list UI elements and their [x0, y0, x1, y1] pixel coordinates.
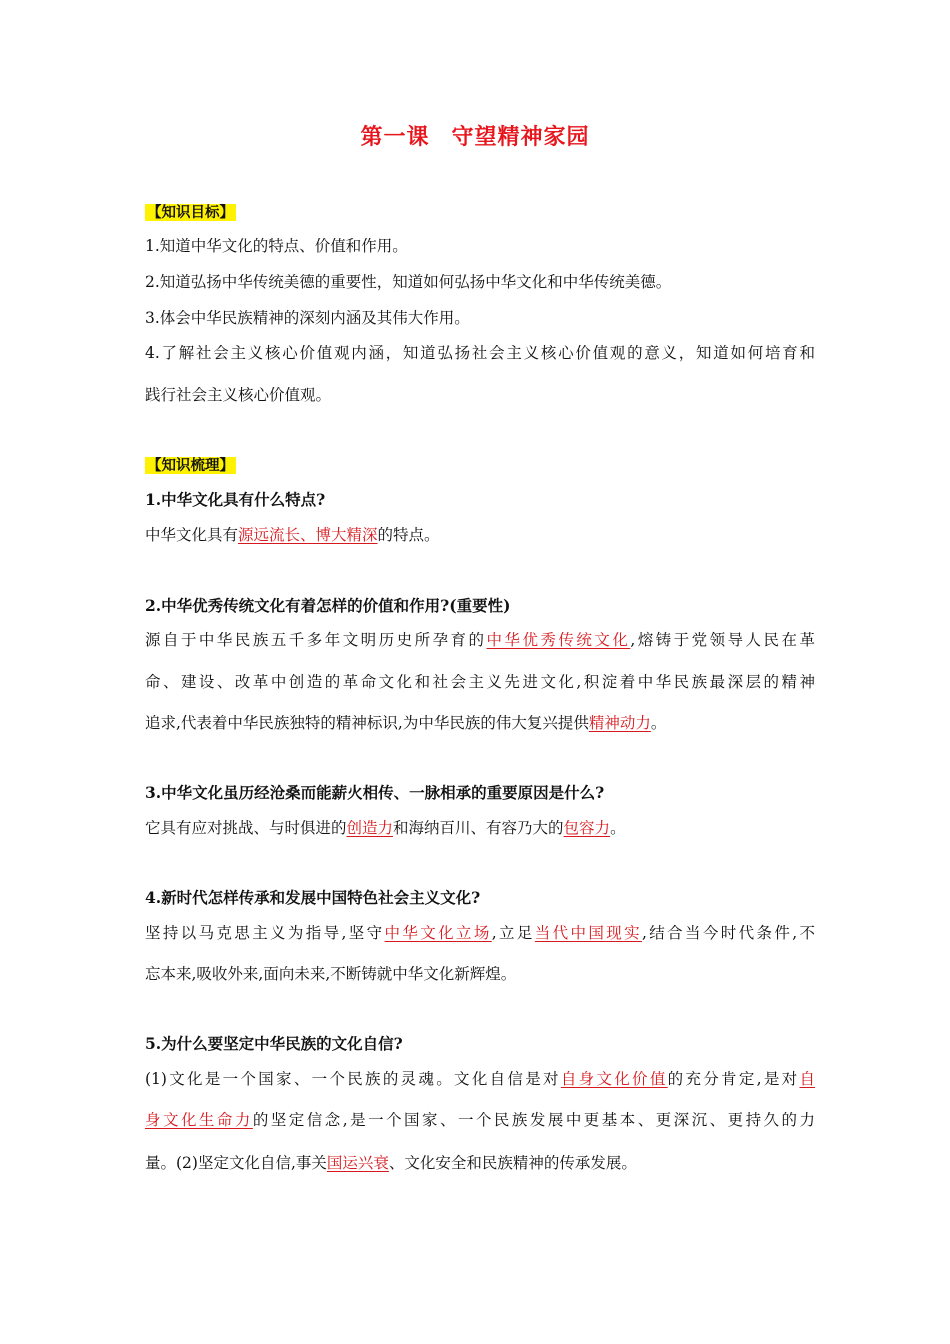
question-2: 2.中华优秀传统文化有着怎样的价值和作用?(重要性) — [145, 596, 511, 615]
answer-text: 它具有应对挑战、与时俱进的 — [145, 819, 347, 837]
key-phrase: 国运兴衰 — [326, 1154, 389, 1172]
answer-text: (1)文化是一个国家、一个民族的灵魂。文化自信是对 — [145, 1070, 561, 1088]
key-phrase: 身文化生命力 — [145, 1111, 253, 1129]
answer-1 — [145, 523, 815, 547]
key-phrase: 创造力 — [346, 819, 394, 837]
goal-item: 1.知道中华文化的特点、价值和作用。 — [145, 237, 408, 255]
answer-2-line-3 — [145, 711, 815, 735]
answer-3 — [145, 816, 815, 840]
answer-2-line-1 — [145, 628, 815, 652]
question-3: 3.中华文化虽历经沧桑而能薪火相传、一脉相承的重要原因是什么? — [145, 783, 605, 802]
answer-5-line-1 — [145, 1067, 815, 1091]
answer-4-line-2: 忘本来,吸收外来,面向未来,不断铸就中华文化新辉煌。 — [145, 965, 517, 983]
goal-item: 2.知道弘扬中华传统美德的重要性，知道如何弘扬中华文化和中华传统美德。 — [145, 273, 672, 291]
key-phrase: 中华文化立场 — [384, 924, 492, 942]
lesson-name: 守望精神家园 — [451, 124, 590, 150]
answer-4-line-1 — [145, 921, 815, 945]
key-phrase: 自身文化价值 — [560, 1070, 668, 1088]
answer-text: 源自于中华民族五千多年文明历史所孕育的 — [145, 631, 487, 649]
answer-text: ,立足 — [491, 924, 535, 942]
goal-item: 践行社会主义核心价值观。 — [145, 386, 332, 404]
lesson-title — [0, 120, 950, 151]
goals-heading — [145, 200, 815, 225]
answer-5-line-3 — [145, 1151, 815, 1175]
key-phrase: 自 — [799, 1070, 815, 1088]
answer-text: 坚持以马克思主义为指导,坚守 — [145, 924, 385, 942]
question-5: 5.为什么要坚定中华民族的文化自信? — [145, 1034, 403, 1053]
answer-text: ,熔铸于党领导人民在革 — [630, 631, 815, 649]
question-1: 1.中华文化具有什么特点? — [145, 490, 326, 509]
answer-text: 的充分肯定,是对 — [667, 1070, 800, 1088]
answer-text: 。 — [610, 819, 626, 837]
answer-text: 中华文化具有 — [145, 526, 239, 544]
answer-text: 追求,代表着中华民族独特的精神标识,为中华民族的伟大复兴提供 — [145, 714, 589, 732]
key-phrase: 源远流长、博大精深 — [238, 526, 378, 544]
answer-text: 和海纳百川、有容乃大的 — [393, 819, 564, 837]
review-tag: 【知识梳理】 — [147, 457, 234, 474]
review-heading — [145, 453, 815, 478]
key-phrase: 当代中国现实 — [534, 924, 642, 942]
answer-5-line-2 — [145, 1108, 815, 1132]
answer-text: 。 — [650, 714, 667, 732]
goal-item: 3.体会中华民族精神的深刻内涵及其伟大作用。 — [145, 309, 470, 327]
answer-2-line-2: 命、建设、改革中创造的革命文化和社会主义先进文化,积淀着中华民族最深层的精神 — [145, 673, 815, 691]
answer-text: ,结合当今时代条件,不 — [641, 924, 815, 942]
answer-text: 的特点。 — [377, 526, 440, 544]
lesson-number: 第一课 — [360, 124, 430, 150]
key-phrase: 精神动力 — [588, 714, 651, 732]
answer-text: 的坚定信念,是一个国家、一个民族发展中更基本、更深沉、更持久的力 — [252, 1111, 815, 1129]
question-4: 4.新时代怎样传承和发展中国特色社会主义文化? — [145, 888, 481, 907]
goals-tag: 【知识目标】 — [147, 204, 234, 221]
key-phrase: 中华优秀传统文化 — [486, 631, 631, 649]
answer-text: 、文化安全和民族精神的传承发展。 — [388, 1154, 637, 1172]
goal-item: 4.了解社会主义核心价值观内涵，知道弘扬社会主义核心价值观的意义，知道如何培育和 — [145, 344, 815, 362]
key-phrase: 包容力 — [563, 819, 611, 837]
answer-text: 量。(2)坚定文化自信,事关 — [145, 1154, 327, 1172]
